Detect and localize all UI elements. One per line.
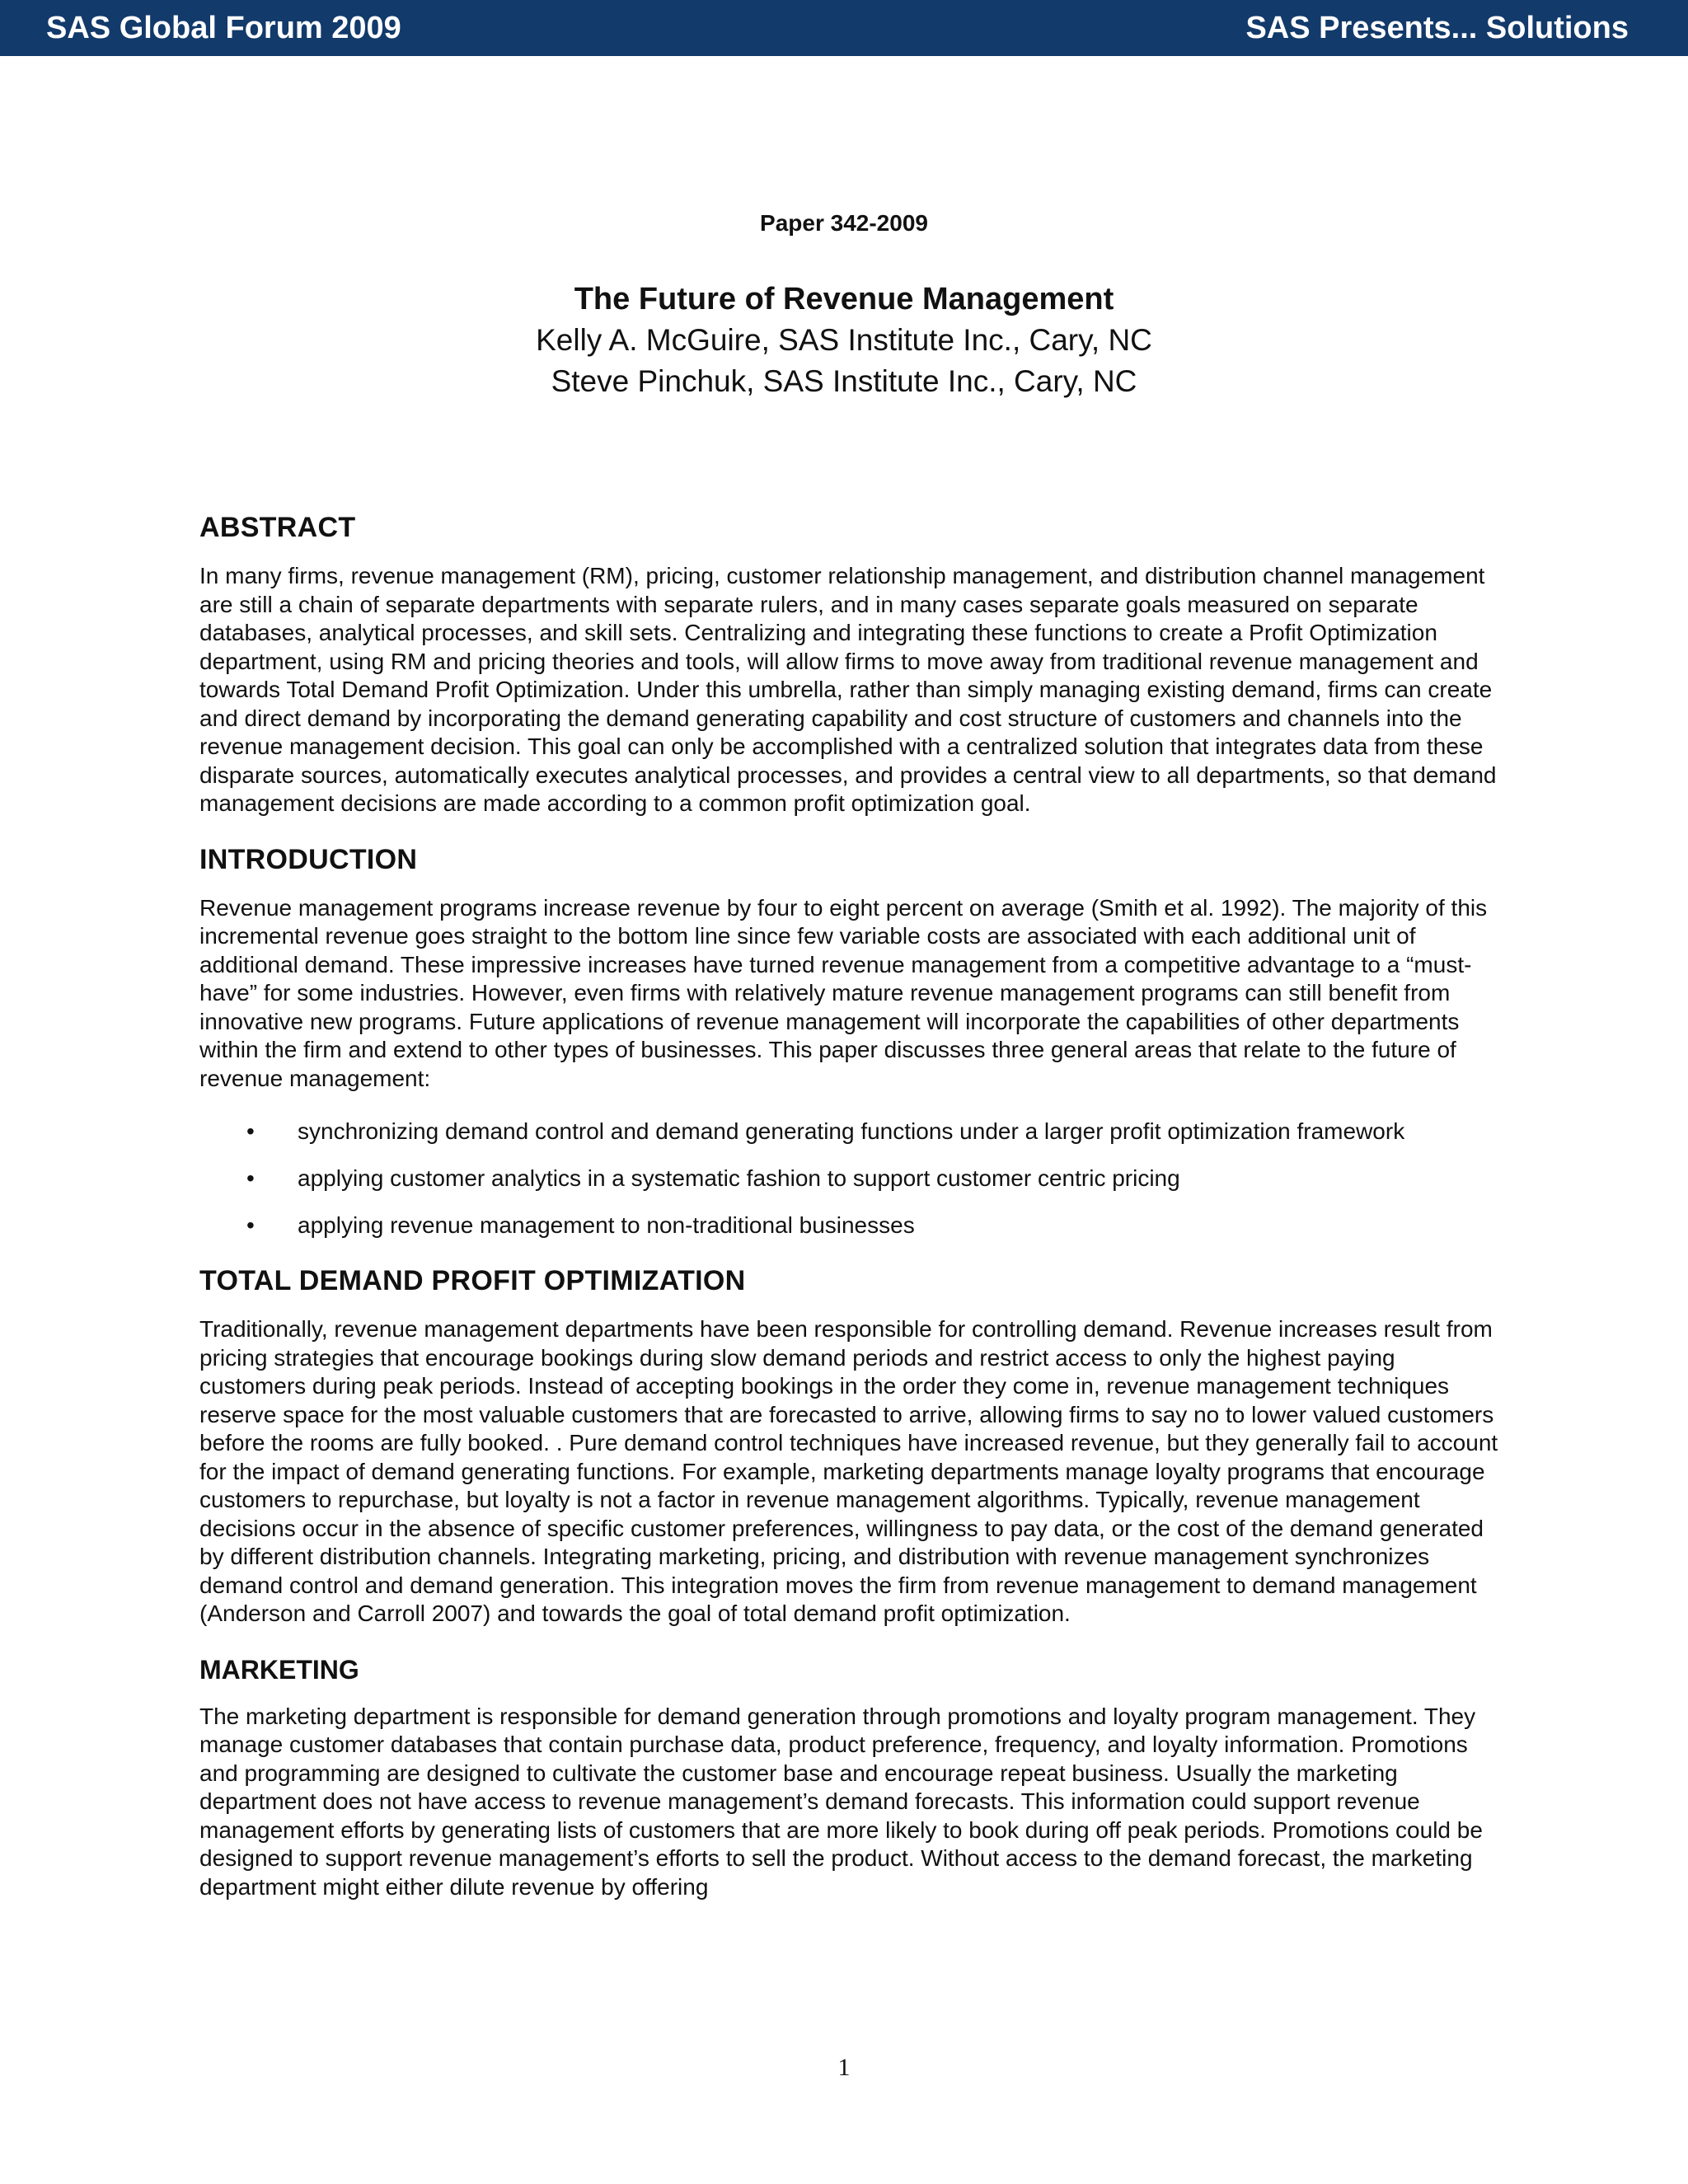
introduction-section [199, 843, 1502, 1240]
abstract-paragraph: In many firms, revenue management (RM), pricing, customer relationship management, and distribution channel management are still a chain of separate departments with separate rulers, and in many cases separate goals measured on separate databases, analytical processes, and skill sets. Centralizing and integrating these functions to create a Profit Optimization department, using RM and pricing theories and tools, will allow firms to move away from traditional revenue management and towards Total Demand Profit Optimization. Under this umbrella, rather than simply managing existing demand, firms can create and direct demand by incorporating the demand generating capability and cost structure of customers and channels into the revenue management decision. This goal can only be accomplished with a centralized solution that integrates data from these disparate sources, automatically executes analytical processes, and provides a central view to all departments, so that demand management decisions are made according to a common profit optimization goal. [199, 563, 1497, 816]
header-banner [0, 0, 1688, 56]
list-item-text: applying customer analytics in a systematic fashion to support customer centric pricing [298, 1165, 1180, 1191]
introduction-paragraph: Revenue management programs increase revenue by four to eight percent on average (Smith et al. 1992). The majority of this incremental revenue goes straight to the bottom line since few variable costs are associated with each additional unit of additional demand. These impressive increases have turned revenue management from a competitive advantage to a “must-have” for some industries. However, even firms with relatively mature revenue management programs can still benefit from innovative new programs. Future applications of revenue management will incorporate the capabilities of other departments within the firm and extend to other types of businesses. This paper discusses three general areas that relate to the future of revenue management: [199, 894, 1488, 1091]
tdpo-section [199, 1264, 1502, 1629]
paper-number: Paper 342-2009 [760, 210, 928, 236]
list-item [199, 1165, 1502, 1193]
title-block [0, 279, 1688, 402]
tdpo-heading: TOTAL DEMAND PROFIT OPTIMIZATION [199, 1265, 746, 1296]
abstract-section [199, 511, 1502, 818]
marketing-heading: MARKETING [199, 1654, 359, 1685]
paper-title: The Future of Revenue Management [574, 282, 1114, 316]
list-item-text: applying revenue management to non-traditional businesses [298, 1212, 915, 1238]
list-item [199, 1212, 1502, 1240]
header-right-text: SAS Presents... Solutions [1245, 10, 1629, 45]
header-left-text: SAS Global Forum 2009 [46, 10, 401, 45]
marketing-section [199, 1653, 1502, 1902]
paper-body [199, 511, 1502, 1926]
bullet-icon: • [246, 1212, 255, 1238]
tdpo-paragraph: Traditionally, revenue management departments have been responsible for controlling demand. Revenue increases result from pricing strategies that encourage bookings during slow demand periods and restrict access to only the highest paying customers during peak periods. Instead of accepting bookings in the order they come in, revenue management techniques reserve space for the most valuable customers that are forecasted to arrive, allowing firms to say no to lower valued customers before the rooms are fully booked. . Pure demand control techniques have increased revenue, but they generally fail to account for the impact of demand generating functions. For example, marketing departments manage loyalty programs that encourage customers to repurchase, but loyalty is not a factor in revenue management algorithms. Typically, revenue management decisions occur in the absence of specific customer preferences, willingness to pay data, or the cost of the demand generated by different distribution channels. Integrating marketing, pricing, and distribution with revenue management synchronizes demand control and demand generation. This integration moves the firm from revenue management to demand management (Anderson and Carroll 2007) and towards the goal of total demand profit optimization. [199, 1316, 1498, 1626]
author-line-1: Kelly A. McGuire, SAS Institute Inc., Cary, NC [536, 323, 1152, 357]
list-item-text: synchronizing demand control and demand generating functions under a larger profit optimization framework [298, 1118, 1405, 1144]
introduction-heading: INTRODUCTION [199, 843, 418, 875]
bullet-icon: • [246, 1118, 255, 1144]
abstract-heading: ABSTRACT [199, 512, 356, 543]
author-line-2: Steve Pinchuk, SAS Institute Inc., Cary, NC [551, 364, 1137, 398]
marketing-paragraph: The marketing department is responsible for demand generation through promotions and loyalty program management. They manage customer databases that contain purchase data, product preference, frequency, and loyalty information. Promotions and programming are designed to cultivate the customer base and encourage repeat business. Usually the marketing department does not have access to revenue management’s demand forecasts. This information could support revenue management efforts by generating lists of customers that are more likely to book during off peak periods. Promotions could be designed to support revenue management’s efforts to sell the product. Without access to the demand forecast, the marketing department might either dilute revenue by offering [199, 1703, 1483, 1900]
list-item [199, 1118, 1502, 1146]
page-number: 1 [837, 2054, 851, 2081]
bullet-icon: • [246, 1165, 255, 1191]
introduction-bullet-list [199, 1118, 1502, 1240]
